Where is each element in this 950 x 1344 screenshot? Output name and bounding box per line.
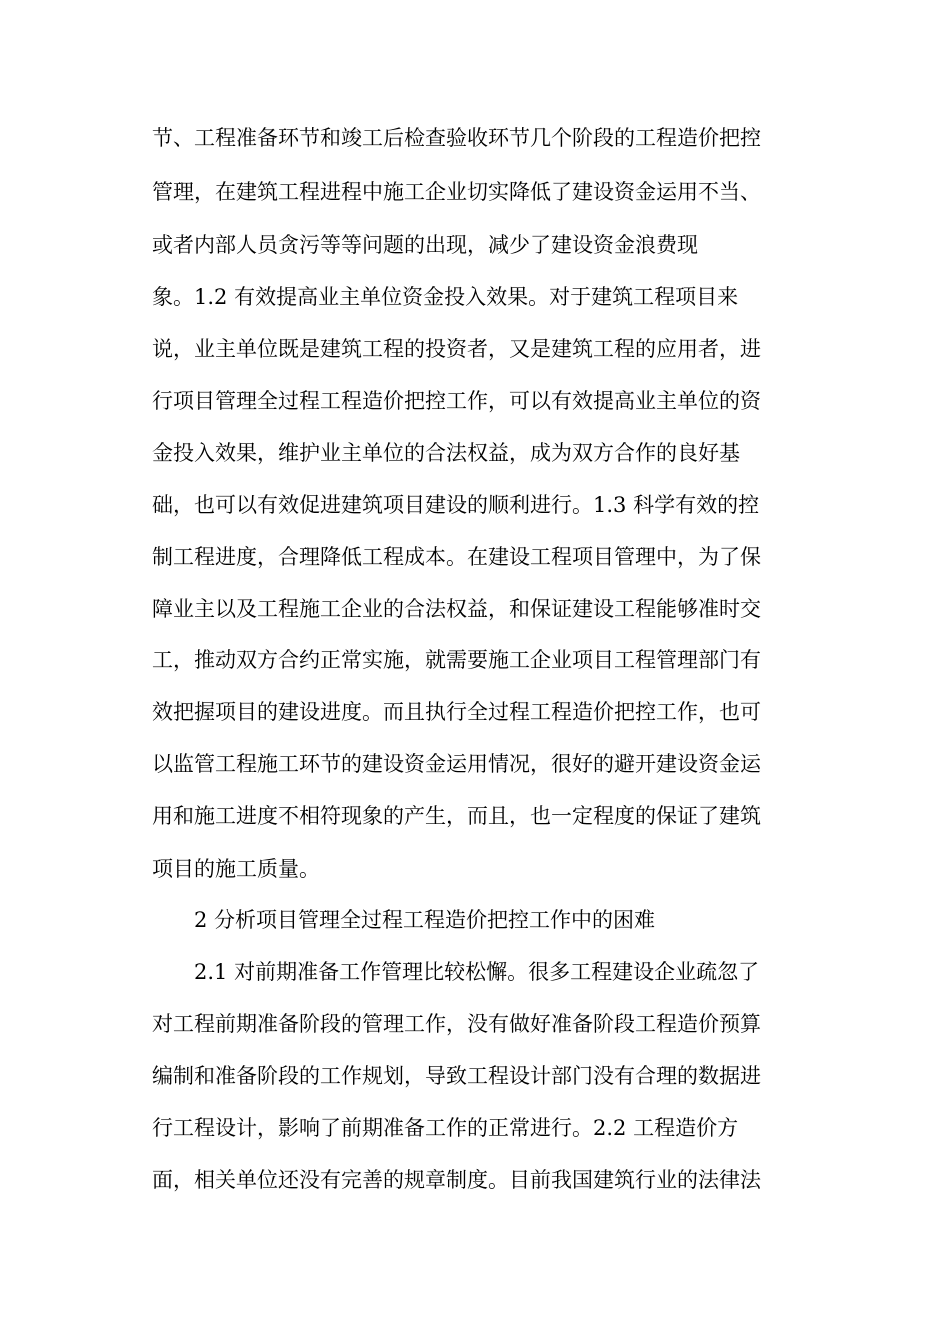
- text-line: 或者内部人员贪污等等问题的出现，减少了建设资金浪费现: [152, 233, 698, 257]
- text-line: 工，推动双方合约正常实施，就需要施工企业项目工程管理部门有: [152, 648, 761, 672]
- text-line: 说，业主单位既是建筑工程的投资者，又是建筑工程的应用者，进: [152, 337, 761, 361]
- text-line: 节、工程准备环节和竣工后检查验收环节几个阶段的工程造价把控: [152, 126, 761, 150]
- text-line: 金投入效果，维护业主单位的合法权益，成为双方合作的良好基: [152, 441, 740, 465]
- text-line: 编制和准备阶段的工作规划，导致工程设计部门没有合理的数据进: [152, 1064, 761, 1088]
- text-line: 效把握项目的建设进度。而且执行全过程工程造价把控工作，也可: [152, 700, 761, 724]
- text-line: 管理，在建筑工程进程中施工企业切实降低了建设资金运用不当、: [152, 180, 761, 204]
- text-line: 2.1 对前期准备工作管理比较松懈。很多工程建设企业疏忽了: [194, 960, 760, 984]
- text-line: 项目的施工质量。: [152, 857, 320, 881]
- text-line: 以监管工程施工环节的建设资金运用情况，很好的避开建设资金运: [152, 752, 761, 776]
- text-line: 面，相关单位还没有完善的规章制度。目前我国建筑行业的法律法: [152, 1168, 761, 1192]
- text-line: 对工程前期准备阶段的管理工作，没有做好准备阶段工程造价预算: [152, 1012, 761, 1036]
- text-line: 象。1.2 有效提高业主单位资金投入效果。对于建筑工程项目来: [152, 285, 739, 309]
- text-line: 用和施工进度不相符现象的产生，而且，也一定程度的保证了建筑: [152, 804, 761, 828]
- text-line: 础，也可以有效促进建筑项目建设的顺利进行。1.3 科学有效的控: [152, 493, 760, 517]
- text-line: 行项目管理全过程工程造价把控工作，可以有效提高业主单位的资: [152, 389, 761, 413]
- text-line: 行工程设计，影响了前期准备工作的正常进行。2.2 工程造价方: [152, 1116, 739, 1140]
- text-line: 制工程进度，合理降低工程成本。在建设工程项目管理中，为了保: [152, 545, 761, 569]
- text-line: 障业主以及工程施工企业的合法权益，和保证建设工程能够准时交: [152, 597, 761, 621]
- section-heading: 2 分析项目管理全过程工程造价把控工作中的困难: [194, 908, 656, 932]
